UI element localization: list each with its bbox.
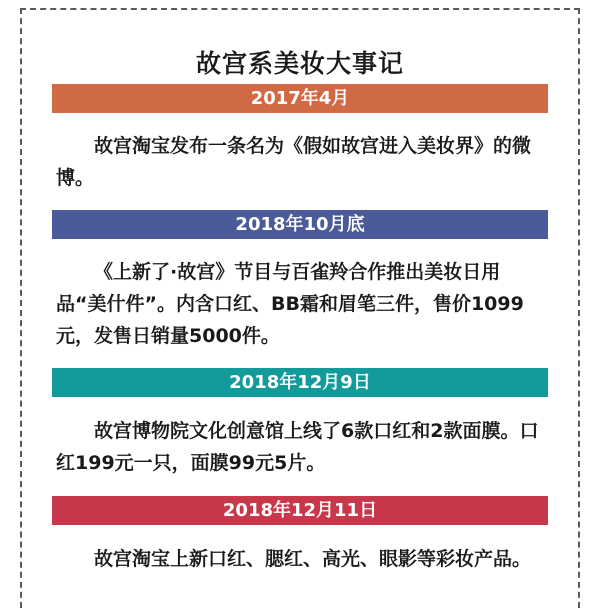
event-description-3: 故宫博物院文化创意馆上线了6款口红和2款面膜。口红199元一只，面膜99元5片。 xyxy=(56,420,539,474)
event-date-banner-4: 2018年12月11日 xyxy=(52,496,548,525)
event-date-banner-2: 2018年10月底 xyxy=(52,210,548,239)
event-description-1: 故宫淘宝发布一条名为《假如故宫进入美妆界》的微博。 xyxy=(56,135,532,189)
event-date-banner-1: 2017年4月 xyxy=(52,84,548,113)
event-date-banner-3: 2018年12月9日 xyxy=(52,368,548,397)
page-title: 故宫系美妆大事记 xyxy=(195,49,404,78)
event-description-2: 《上新了·故宫》节目与百雀羚合作推出美妆日用品“美什件”。内含口红、BB霜和眉笔三件，售价1099元，发售日销量5000件。 xyxy=(56,261,524,347)
event-description-4: 故宫淘宝上新口红、腮红、高光、眼影等彩妆产品。 xyxy=(94,548,532,570)
